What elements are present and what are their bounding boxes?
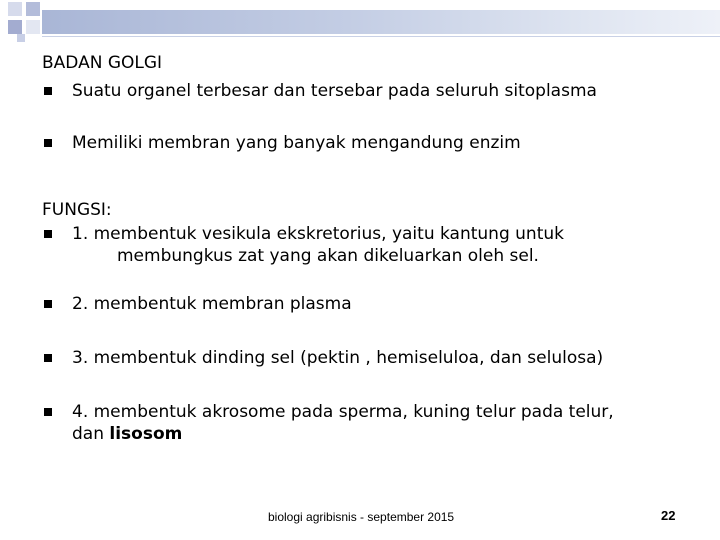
list-item-text: Memiliki membran yang banyak mengandung enzim	[72, 133, 521, 153]
header-square	[26, 2, 40, 16]
header-rule	[42, 36, 720, 37]
square-bullet-icon	[44, 230, 52, 238]
square-bullet-icon	[44, 300, 52, 308]
square-bullet-icon	[44, 139, 52, 147]
header-square	[17, 34, 25, 42]
page-number: 22	[661, 508, 676, 523]
list-item-continuation: membungkus zat yang akan dikeluarkan oleh sel.	[117, 246, 539, 266]
list-item-text: 3. membentuk dinding sel (pektin , hemiseluloa, dan selulosa)	[72, 348, 604, 368]
header-square	[8, 20, 22, 34]
slide-heading: BADAN GOLGI	[42, 53, 163, 73]
list-item-text: 2. membentuk membran plasma	[72, 294, 352, 314]
header-square	[8, 2, 22, 16]
slide-content	[42, 50, 682, 445]
list-item-text: 4. membentuk akrosome pada sperma, kuning telur pada telur,	[72, 402, 614, 422]
footer-text: biologi agribisnis - september 2015	[268, 510, 455, 524]
list-item	[42, 80, 682, 102]
header-square	[26, 20, 40, 34]
list-item	[42, 293, 682, 315]
header-bar	[42, 10, 720, 34]
square-bullet-icon	[44, 408, 52, 416]
list-item-text: Suatu organel terbesar dan tersebar pada seluruh sitoplasma	[72, 81, 597, 101]
square-bullet-icon	[44, 354, 52, 362]
emphasis-term: lisosom	[109, 424, 183, 444]
list-item-continuation: dan	[72, 424, 110, 444]
list-item	[42, 347, 682, 369]
list-item	[42, 132, 682, 154]
list-item-text: 1. membentuk vesikula ekskretorius, yaitu kantung untuk	[72, 224, 564, 244]
list-item	[42, 223, 682, 267]
section-title: FUNGSI:	[42, 200, 112, 220]
list-item	[42, 401, 682, 445]
square-bullet-icon	[44, 87, 52, 95]
